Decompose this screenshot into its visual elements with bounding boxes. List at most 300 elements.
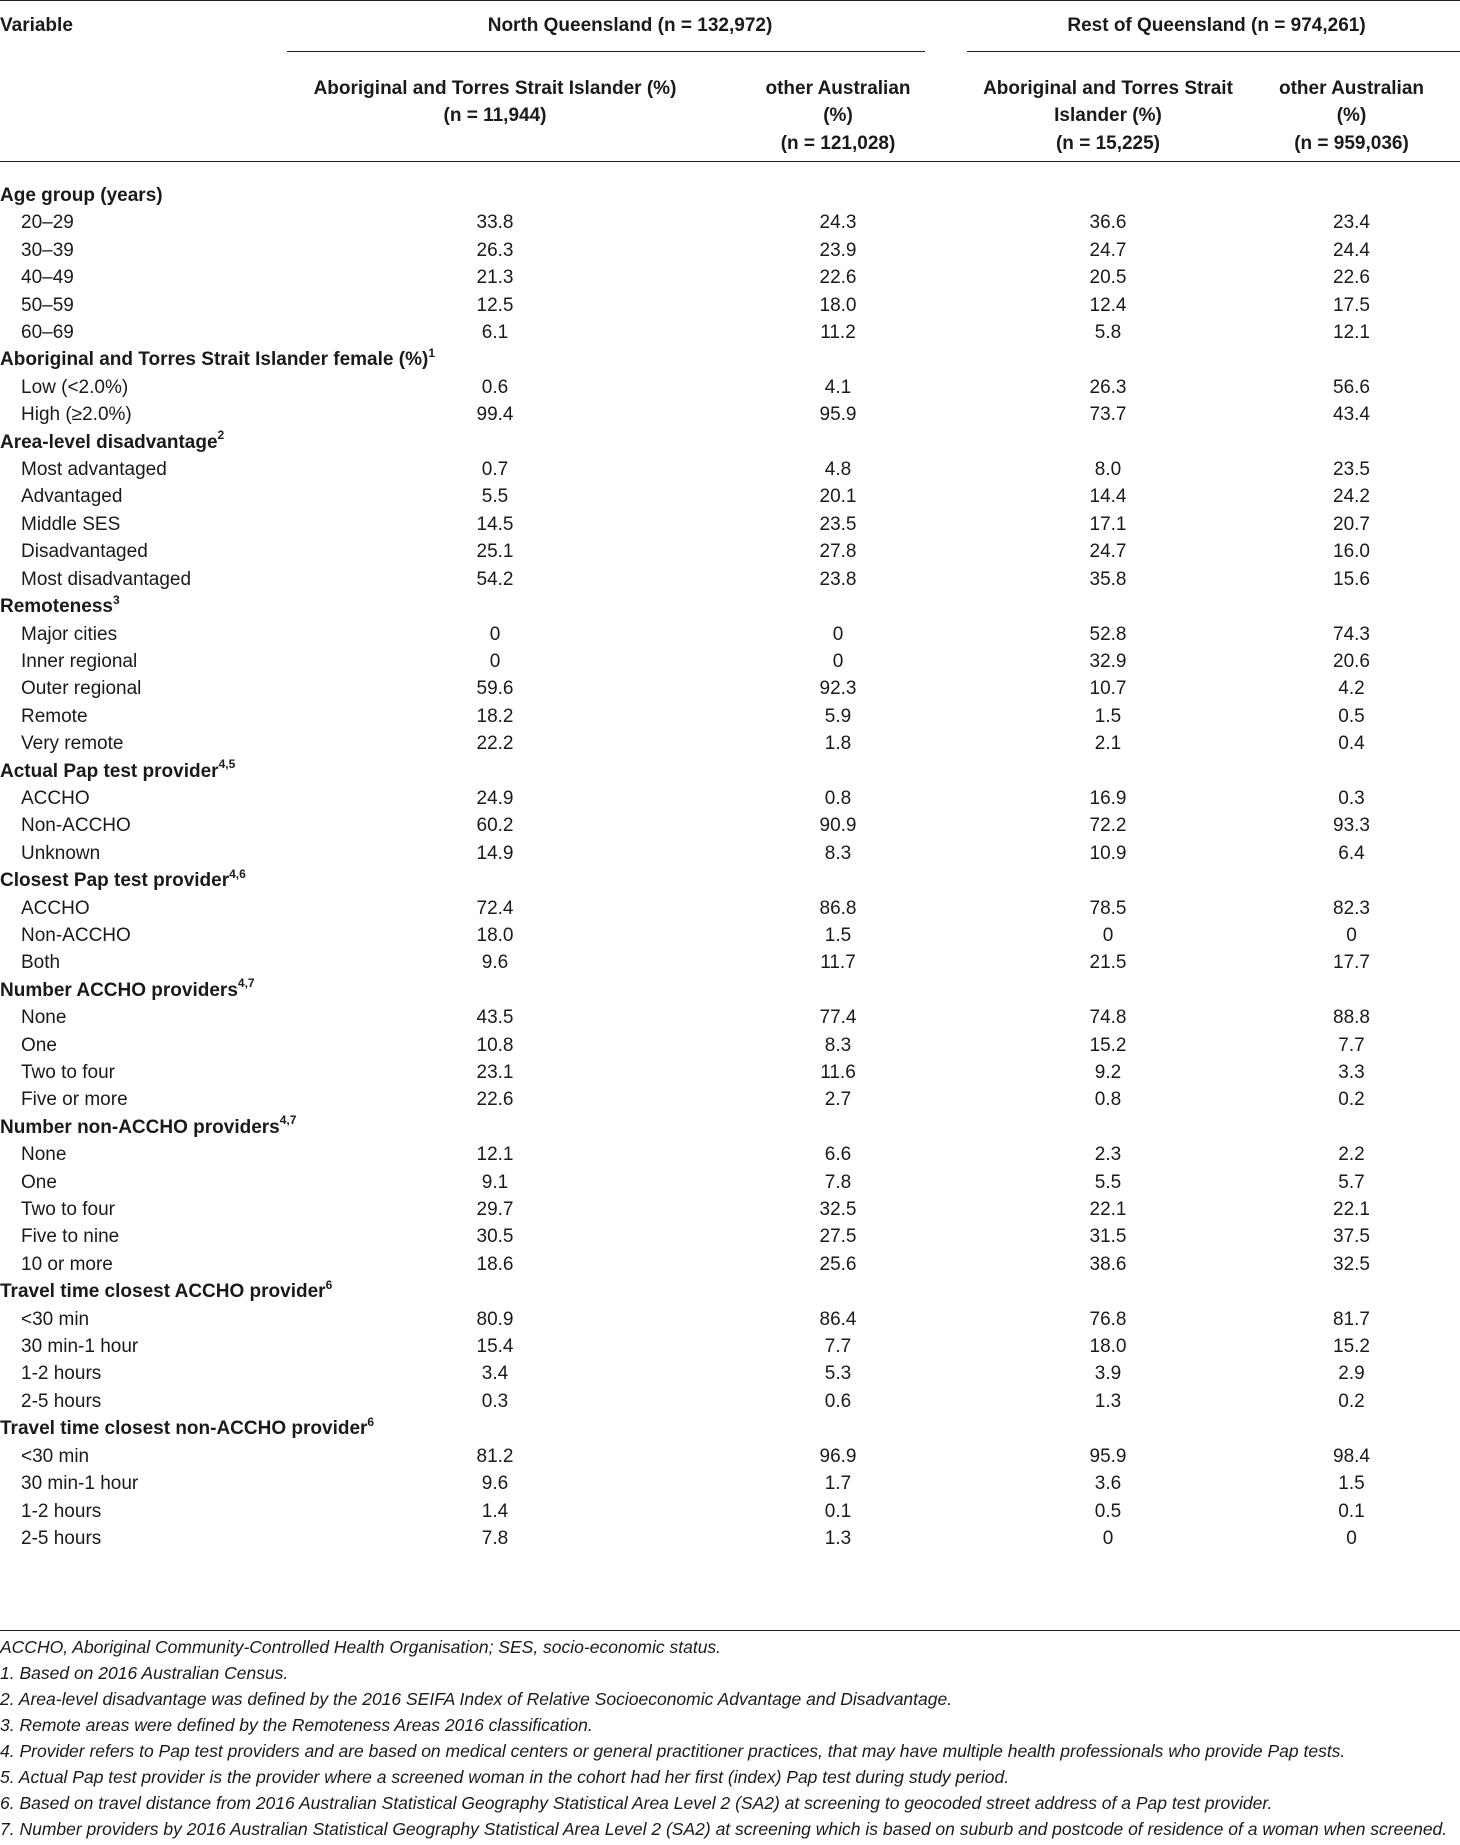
table-row (0, 264, 1460, 291)
value-cell: 5.3 (824, 1363, 852, 1385)
table-row (0, 1525, 1460, 1552)
empty-cell (1243, 429, 1460, 456)
value-cell: 2.2 (1338, 1144, 1365, 1166)
value-cell: 8.0 (1094, 459, 1122, 481)
table-row (0, 209, 1460, 236)
col-header-line: other Australian (765, 78, 911, 99)
value-cell: 32.9 (1089, 650, 1127, 672)
value-cell: 82.3 (1333, 897, 1370, 919)
empty-cell (973, 1114, 1243, 1141)
col-header-nq-other (703, 65, 973, 182)
value-cell: 24.7 (1089, 239, 1127, 261)
row-label: 2-5 hours (21, 1390, 102, 1412)
empty-cell (973, 593, 1243, 620)
value-cell: 22.1 (1333, 1199, 1370, 1221)
section-title-text: Aboriginal and Torres Strait Islander female (%) (0, 349, 429, 371)
value-cell: 6.1 (481, 322, 509, 344)
footnote-line: 5. Actual Pap test provider is the provider where a screened woman in the cohort had her first (index) Pap test during study period. (0, 1767, 1010, 1787)
row-label: Remote (21, 705, 88, 727)
header-row-groups (0, 0, 1460, 65)
empty-cell (1243, 1114, 1460, 1141)
col-header-line: (n = 959,036) (1294, 132, 1409, 154)
table-row (0, 1360, 1460, 1387)
row-label: 1-2 hours (21, 1363, 102, 1385)
empty-cell (703, 977, 973, 1004)
value-cell: 80.9 (476, 1308, 514, 1330)
row-label: 30 min-1 hour (21, 1473, 139, 1495)
value-cell: 22.6 (1333, 267, 1370, 289)
empty-cell (703, 1415, 973, 1442)
empty-cell (973, 429, 1243, 456)
table-row (0, 1059, 1460, 1086)
value-cell: 9.1 (481, 1171, 509, 1193)
value-cell: 15.2 (1089, 1034, 1127, 1056)
empty-cell (973, 977, 1243, 1004)
section-title (0, 758, 287, 785)
section-title (0, 1414, 375, 1442)
table-row (0, 456, 1460, 483)
value-cell: 24.9 (476, 787, 514, 809)
value-cell: 10.9 (1089, 842, 1127, 864)
value-cell: 27.5 (819, 1226, 857, 1248)
value-cell: 20.1 (819, 486, 857, 508)
value-cell: 23.1 (476, 1062, 514, 1083)
col-header-line: (%) (1336, 105, 1367, 127)
value-cell: 0.6 (481, 376, 509, 398)
col-header-line: (n = 11,944) (443, 105, 547, 127)
value-cell: 92.3 (819, 678, 857, 700)
empty-cell (1243, 346, 1460, 373)
value-cell: 24.7 (1089, 541, 1127, 563)
section-title (0, 429, 287, 456)
footnote-ref: 6 (367, 1414, 375, 1429)
table-row (0, 1306, 1460, 1333)
variable-header: Variable (0, 15, 73, 36)
value-cell: 1.7 (824, 1473, 852, 1495)
value-cell: 21.3 (476, 267, 514, 289)
empty-cell (287, 758, 703, 785)
row-label: Unknown (21, 842, 101, 864)
row-label: 60–69 (21, 322, 74, 344)
value-cell: 24.4 (1333, 239, 1370, 261)
value-cell: 43.5 (476, 1007, 514, 1029)
value-cell: 22.6 (476, 1089, 514, 1111)
value-cell: 8.3 (824, 842, 852, 864)
value-cell: 11.6 (820, 1062, 856, 1083)
value-cell: 27.8 (819, 541, 857, 563)
value-cell: 17.1 (1089, 513, 1127, 535)
value-cell: 0.5 (1338, 705, 1365, 727)
row-label: None (21, 1144, 67, 1166)
section-title-text: Age group (years) (0, 185, 163, 206)
value-cell: 0.1 (1338, 1500, 1365, 1522)
col-header-line: other Australian (1279, 78, 1424, 99)
table-row (0, 511, 1460, 538)
value-cell: 18.0 (1089, 1336, 1127, 1358)
empty-cell (1243, 1415, 1460, 1442)
value-cell: 26.3 (1089, 376, 1127, 398)
value-cell: 8.3 (824, 1034, 852, 1056)
value-cell: 0 (1102, 1527, 1114, 1549)
section-row (0, 1114, 1460, 1141)
value-cell: 36.6 (1089, 212, 1127, 234)
value-cell: 81.2 (476, 1445, 514, 1467)
value-cell: 60.2 (476, 815, 514, 837)
table-row (0, 292, 1460, 319)
empty-cell (1243, 182, 1460, 209)
value-cell: 30.5 (476, 1226, 514, 1248)
value-cell: 9.6 (481, 952, 509, 974)
value-cell: 1.3 (824, 1527, 852, 1549)
value-cell: 10.8 (476, 1034, 514, 1056)
value-cell: 3.9 (1094, 1363, 1122, 1385)
value-cell: 18.0 (476, 924, 514, 946)
value-cell: 16.9 (1089, 787, 1127, 809)
value-cell: 73.7 (1089, 404, 1127, 426)
table-row (0, 1470, 1460, 1497)
value-cell: 0.8 (824, 787, 852, 809)
value-cell: 15.4 (476, 1336, 514, 1358)
row-label: Five to nine (21, 1226, 120, 1248)
table-row (0, 785, 1460, 812)
value-cell: 15.6 (1333, 568, 1370, 590)
bottom-rule (0, 1630, 1460, 1631)
footnote-line: 7. Number providers by 2016 Australian Statistical Geography Statistical Area Level 2 (SA2) at screening which is based on suburb and postcode of residence of a woman when screened. (0, 1819, 1448, 1839)
value-cell: 93.3 (1333, 815, 1370, 837)
col-header-line: (%) (823, 105, 853, 127)
value-cell: 25.1 (476, 541, 514, 563)
row-label: Most advantaged (21, 459, 167, 481)
value-cell: 5.8 (1094, 322, 1122, 344)
footnote-line: 2. Area-level disadvantage was defined by the 2016 SEIFA Index of Relative Socioeconomic Advantage and Disadvantage. (0, 1689, 953, 1709)
col-header-line: Aboriginal and Torres Strait Islander (%) (313, 78, 677, 99)
table-row (0, 237, 1460, 264)
value-cell: 7.7 (824, 1336, 852, 1358)
value-cell: 88.8 (1333, 1007, 1370, 1029)
section-title-text: Number ACCHO providers (0, 979, 238, 1001)
value-cell: 0 (1346, 924, 1357, 946)
empty-cell (1243, 1278, 1460, 1305)
value-cell: 81.7 (1333, 1308, 1370, 1330)
value-cell: 76.8 (1089, 1308, 1127, 1330)
value-cell: 96.9 (819, 1445, 857, 1467)
section-title (0, 346, 435, 373)
table-row (0, 675, 1460, 702)
value-cell: 72.4 (476, 897, 514, 919)
footnote-line: ACCHO, Aboriginal Community-Controlled Health Organisation; SES, socio-economic status. (0, 1637, 722, 1657)
col-header-rq-atsi (973, 65, 1243, 182)
value-cell: 14.9 (476, 842, 514, 864)
table-row (0, 1223, 1460, 1250)
value-cell: 5.9 (824, 705, 852, 727)
value-cell: 24.3 (819, 212, 857, 234)
value-cell: 0.6 (824, 1390, 852, 1412)
section-row (0, 346, 1460, 373)
row-label: Advantaged (21, 486, 123, 508)
table-body (0, 182, 1460, 1552)
value-cell: 98.4 (1333, 1445, 1370, 1467)
value-cell: 12.4 (1089, 294, 1127, 316)
value-cell: 0 (832, 623, 844, 645)
section-row (0, 182, 1460, 209)
value-cell: 16.0 (1333, 541, 1370, 563)
empty-cell (287, 1278, 703, 1305)
empty-cell (703, 867, 973, 894)
value-cell: 0.2 (1338, 1089, 1365, 1111)
value-cell: 86.8 (819, 897, 857, 919)
value-cell: 0 (489, 623, 501, 645)
value-cell: 0 (489, 650, 501, 672)
value-cell: 5.5 (1094, 1171, 1122, 1193)
value-cell: 90.9 (819, 815, 857, 837)
value-cell: 20.6 (1333, 650, 1370, 672)
row-label: Major cities (21, 623, 118, 645)
value-cell: 20.7 (1333, 513, 1370, 535)
value-cell: 0 (1346, 1527, 1357, 1549)
value-cell: 18.6 (476, 1253, 514, 1275)
value-cell: 32.5 (1333, 1253, 1370, 1275)
row-label: 20–29 (21, 212, 74, 234)
value-cell: 12.1 (1333, 322, 1370, 344)
section-title (0, 867, 287, 894)
row-label: 40–49 (21, 267, 74, 289)
value-cell: 95.9 (1089, 1445, 1127, 1467)
value-cell: 18.2 (476, 705, 514, 727)
footnote-ref: 4,7 (237, 976, 255, 991)
section-row (0, 758, 1460, 785)
value-cell: 11.7 (820, 952, 856, 974)
value-cell: 86.4 (819, 1308, 857, 1330)
value-cell: 0.5 (1094, 1500, 1122, 1522)
table-row (0, 1443, 1460, 1470)
section-title-text: Actual Pap test provider (0, 760, 219, 782)
value-cell: 3.4 (481, 1363, 509, 1385)
value-cell: 0.4 (1338, 733, 1365, 755)
table-row (0, 1333, 1460, 1360)
empty-cell (1243, 593, 1460, 620)
value-cell: 25.6 (819, 1253, 857, 1275)
table-row (0, 840, 1460, 867)
value-cell: 23.9 (819, 239, 857, 261)
empty-cell (703, 346, 973, 373)
value-cell: 2.9 (1338, 1363, 1365, 1385)
row-label: One (21, 1034, 57, 1056)
value-cell: 1.5 (824, 924, 852, 946)
footnote-ref: 4,6 (229, 866, 246, 881)
value-cell: 0.7 (481, 459, 509, 481)
table-row (0, 1196, 1460, 1223)
row-label: <30 min (21, 1308, 90, 1330)
footnotes (0, 1634, 1460, 1842)
row-label: Very remote (21, 733, 124, 755)
section-row (0, 1415, 1460, 1442)
table-row (0, 895, 1460, 922)
empty-cell (287, 1114, 703, 1141)
value-cell: 7.8 (481, 1527, 509, 1549)
value-cell: 56.6 (1333, 376, 1370, 398)
value-cell: 17.5 (1333, 294, 1370, 316)
value-cell: 22.6 (819, 267, 857, 289)
empty-cell (703, 1114, 973, 1141)
value-cell: 5.7 (1338, 1171, 1365, 1193)
empty-cell (973, 182, 1243, 209)
table-row (0, 1032, 1460, 1059)
row-label: Inner regional (21, 650, 138, 672)
table-row (0, 1086, 1460, 1113)
row-label: <30 min (21, 1445, 90, 1467)
section-title (0, 182, 287, 209)
value-cell: 26.3 (476, 239, 514, 261)
value-cell: 18.0 (819, 294, 857, 316)
empty-cell (703, 593, 973, 620)
section-row (0, 593, 1460, 620)
value-cell: 32.5 (819, 1199, 857, 1221)
section-title-text: Number non-ACCHO providers (0, 1116, 280, 1138)
row-label: 10 or more (21, 1253, 113, 1275)
value-cell: 1.5 (1338, 1473, 1365, 1495)
section-title-text: Travel time closest ACCHO provider (0, 1281, 326, 1303)
empty-cell (703, 758, 973, 785)
value-cell: 2.1 (1094, 733, 1122, 755)
table-row (0, 1498, 1460, 1525)
footnote-line: 3. Remote areas were defined by the Remoteness Areas 2016 classification. (0, 1715, 593, 1735)
section-title (0, 1113, 297, 1141)
empty-cell (1243, 977, 1460, 1004)
value-cell: 77.4 (819, 1007, 857, 1029)
col-header-nq-atsi (287, 65, 703, 182)
table-row (0, 374, 1460, 401)
value-cell: 23.5 (1333, 459, 1370, 481)
footnote-line: 1. Based on 2016 Australian Census. (0, 1663, 289, 1683)
value-cell: 33.8 (476, 212, 514, 234)
value-cell: 7.7 (1338, 1034, 1365, 1056)
table-row (0, 730, 1460, 757)
value-cell: 14.5 (476, 513, 514, 535)
table-row (0, 401, 1460, 428)
empty-cell (287, 182, 703, 209)
value-cell: 99.4 (476, 404, 514, 426)
footnote-ref: 4,7 (279, 1113, 297, 1128)
empty-cell (973, 1415, 1243, 1442)
value-cell: 37.5 (1333, 1226, 1370, 1248)
empty-cell (287, 977, 703, 1004)
value-cell: 74.8 (1089, 1007, 1127, 1029)
footnote-ref: 3 (113, 592, 120, 607)
section-row (0, 977, 1460, 1004)
value-cell: 29.7 (476, 1199, 514, 1221)
table-row (0, 566, 1460, 593)
section-title-text: Remoteness (0, 596, 113, 618)
value-cell: 9.2 (1094, 1062, 1122, 1083)
value-cell: 0 (1102, 924, 1114, 946)
row-label: 1-2 hours (21, 1500, 102, 1522)
table-row (0, 949, 1460, 976)
empty-cell (287, 429, 703, 456)
row-label: Disadvantaged (21, 541, 148, 563)
row-label: High (≥2.0%) (21, 404, 132, 426)
value-cell: 12.1 (476, 1144, 514, 1166)
value-cell: 43.4 (1333, 404, 1370, 426)
value-cell: 78.5 (1089, 897, 1127, 919)
value-cell: 4.1 (824, 376, 852, 398)
value-cell: 4.8 (824, 459, 852, 481)
row-label: 2-5 hours (21, 1527, 102, 1549)
col-header-line: Islander (%) (1054, 105, 1162, 127)
row-label: Two to four (21, 1062, 115, 1083)
value-cell: 1.3 (1094, 1390, 1122, 1412)
header-row-columns (0, 65, 1460, 182)
empty-cell (1243, 758, 1460, 785)
row-label: 30–39 (21, 239, 74, 261)
footnote-line: 6. Based on travel distance from 2016 Australian Statistical Geography Statistical Area Level 2 (SA2) at screening to geocoded street address of a Pap test provider. (0, 1793, 1273, 1813)
value-cell: 59.6 (476, 678, 514, 700)
empty-cell (973, 758, 1243, 785)
col-header-line: Aboriginal and Torres Strait (983, 78, 1233, 99)
value-cell: 0.1 (824, 1500, 852, 1522)
value-cell: 20.5 (1089, 267, 1127, 289)
section-title (0, 593, 287, 620)
section-title (0, 1277, 333, 1305)
table-row (0, 538, 1460, 565)
row-label: Non-ACCHO (21, 924, 131, 946)
table-row (0, 1141, 1460, 1168)
empty-cell (973, 1278, 1243, 1305)
footnote-line: 4. Provider refers to Pap test providers and are based on medical centers or general practitioner practices, that may have multiple health professionals who provide Pap tests. (0, 1741, 1346, 1761)
section-title-text: Area-level disadvantage (0, 431, 218, 453)
value-cell: 0.3 (1338, 787, 1365, 809)
table-row (0, 1388, 1460, 1415)
value-cell: 7.8 (824, 1171, 852, 1193)
empty-cell (703, 429, 973, 456)
footnote-ref: 1 (428, 346, 435, 361)
row-label: Outer regional (21, 678, 142, 700)
empty-cell (1243, 867, 1460, 894)
value-cell: 23.8 (819, 568, 857, 590)
table-row (0, 812, 1460, 839)
value-cell: 95.9 (819, 404, 857, 426)
value-cell: 38.6 (1089, 1253, 1127, 1275)
section-title (0, 977, 287, 1004)
row-label: Five or more (21, 1089, 128, 1111)
row-label: Two to four (21, 1199, 115, 1221)
value-cell: 21.5 (1089, 952, 1127, 974)
value-cell: 74.3 (1333, 623, 1370, 645)
value-cell: 4.2 (1338, 678, 1365, 700)
col-header-rq-other (1243, 65, 1460, 182)
row-label: Low (<2.0%) (21, 376, 129, 398)
row-label: Both (21, 952, 61, 974)
col-header-line: (n = 121,028) (780, 132, 896, 154)
value-cell: 10.7 (1089, 678, 1127, 700)
table-row (0, 319, 1460, 346)
row-label: Most disadvantaged (21, 568, 192, 590)
value-cell: 23.4 (1333, 212, 1370, 234)
group-header-rest: Rest of Queensland (n = 974,261) (1067, 15, 1366, 36)
value-cell: 12.5 (476, 294, 514, 316)
table-row (0, 1251, 1460, 1278)
value-cell: 35.8 (1089, 568, 1127, 590)
empty-cell (973, 867, 1243, 894)
value-cell: 1.5 (1094, 705, 1122, 727)
value-cell: 54.2 (476, 568, 514, 590)
value-cell: 2.7 (824, 1089, 852, 1111)
value-cell: 6.4 (1338, 842, 1365, 864)
table-row (0, 648, 1460, 675)
value-cell: 1.4 (481, 1500, 509, 1522)
empty-cell (973, 346, 1243, 373)
value-cell: 23.5 (819, 513, 857, 535)
value-cell: 22.1 (1089, 1199, 1127, 1221)
